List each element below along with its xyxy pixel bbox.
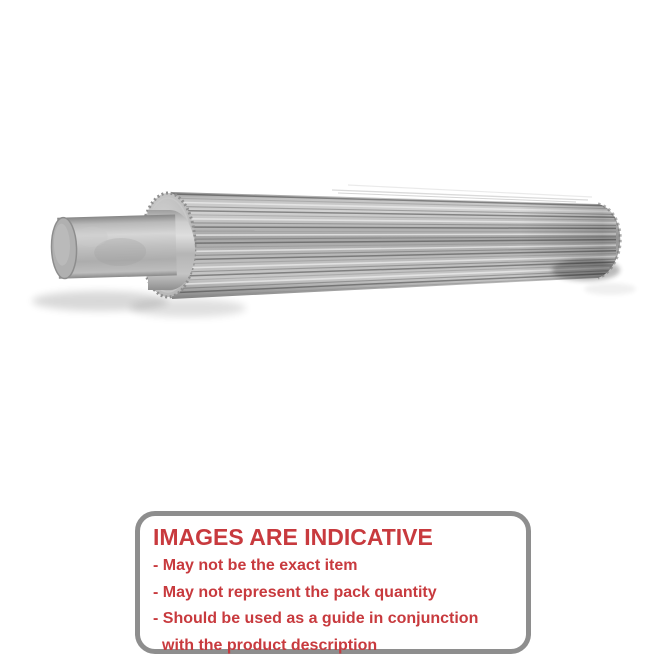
notice-line-3: - Should be used as a guide in conjunction [153, 610, 479, 627]
notice-line-2: - May not represent the pack quantity [153, 583, 437, 601]
shaft [51, 214, 177, 278]
indicative-notice-box [135, 511, 531, 654]
notice-line-1: - May not be the exact item [153, 557, 358, 574]
end-cap-shading [172, 192, 620, 299]
notice-line-4: with the product description [162, 636, 378, 654]
end-cap-dark-spot [552, 259, 620, 281]
notice-title: IMAGES ARE INDICATIVE [153, 524, 433, 550]
